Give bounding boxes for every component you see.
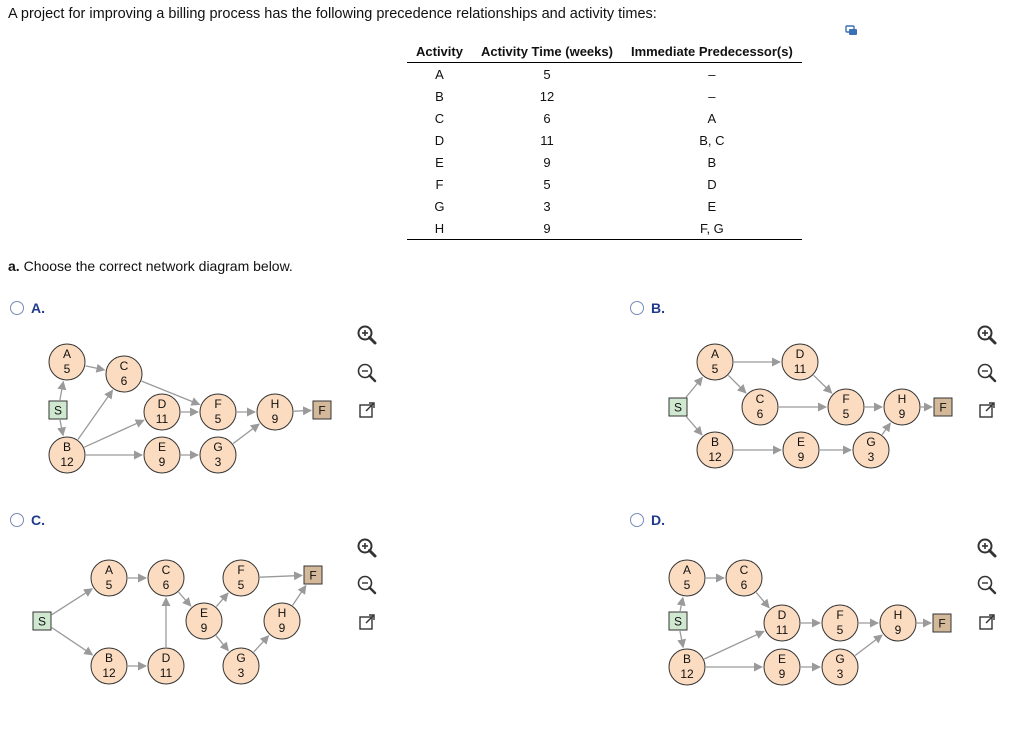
cell-time: 5 [543,176,551,192]
network-diagram-c [0,545,340,695]
edge-A-C [86,366,105,370]
start-node [49,401,67,419]
node-label: S [37,614,47,629]
header-activity: Activity [407,42,472,63]
option-a[interactable] [10,300,45,316]
table-row [407,217,802,240]
option-c[interactable] [10,512,45,528]
edge-B-D [704,631,764,659]
activity-node-E [186,603,222,639]
node-time: 5 [214,412,222,426]
node-time: 3 [867,450,875,464]
zoom-out-icon[interactable] [356,574,378,596]
network-diagram-a [0,330,340,480]
node-time: 11 [159,666,173,680]
activity-node-D [764,605,800,641]
node-label: C [755,392,765,406]
node-label: F [939,400,947,415]
node-time: 5 [711,362,719,376]
radio-button[interactable] [10,513,24,527]
finish-node [934,398,952,416]
cell-predecessors: – [708,88,716,104]
table-row [407,107,802,129]
edge-S-B [686,417,702,435]
cell-time: 3 [543,198,551,214]
option-label: B. [651,300,665,316]
cell-activity: H [407,217,472,240]
edge-H-Fin [293,586,306,606]
node-time: 6 [120,374,128,388]
network-diagram-d [620,545,960,695]
activity-node-H [257,394,293,430]
node-label: A [62,347,72,361]
node-label: E [777,652,787,666]
node-label: G [213,440,223,454]
node-label: D [161,651,171,665]
node-time: 9 [200,621,208,635]
activity-node-A [49,344,85,380]
node-label: C [739,563,749,577]
activity-node-F [822,605,858,641]
option-label: C. [31,512,45,528]
node-label: E [796,435,806,449]
cell-activity: B [435,88,444,104]
cell-time: 6 [543,110,551,126]
edge-D-F [814,375,832,393]
activity-node-F [223,560,259,596]
table-row [407,173,802,195]
edge-A-C [728,375,745,392]
node-label: B [710,435,720,449]
question-prompt [8,258,293,274]
question-text: Choose the correct network diagram below. [19,258,293,274]
cell-time: 12 [539,88,555,104]
node-time: 5 [683,578,691,592]
cell-time: 9 [543,154,551,170]
activity-node-H [264,603,300,639]
node-label: F [214,397,222,411]
edge-S-B [680,631,683,647]
edge-S-A [60,382,63,400]
node-label: S [673,400,683,415]
activity-node-A [669,560,705,596]
activity-node-C [148,560,184,596]
node-label: C [119,359,129,373]
node-time: 5 [836,623,844,637]
zoom-in-icon[interactable] [976,324,998,346]
cell-predecessors: – [708,66,716,82]
activity-node-E [764,649,800,685]
edge-C-E [179,592,191,606]
node-time: 9 [797,450,805,464]
node-time: 5 [105,578,113,592]
header-activity-time: Activity Time (weeks) [472,42,622,63]
node-time: 11 [155,412,169,426]
edge-S-B [52,628,93,655]
node-time: 12 [708,450,722,464]
node-label: F [938,616,946,631]
node-label: D [777,608,787,622]
node-label: F [318,403,326,418]
node-label: F [237,563,245,577]
node-label: E [199,606,209,620]
activity-table [407,42,802,240]
zoom-out-icon[interactable] [976,362,998,384]
node-time: 9 [898,407,906,421]
node-time: 5 [63,362,71,376]
edge-H-Fin [294,410,311,411]
cell-predecessors: B, C [699,132,725,148]
cell-predecessors: D [707,176,717,192]
node-label: C [161,563,171,577]
node-label: A [104,563,114,577]
finish-node [933,614,951,632]
node-time: 5 [237,578,245,592]
option-b[interactable] [630,300,665,316]
node-label: H [270,397,280,411]
activity-node-G [223,648,259,684]
open-in-new-window-icon[interactable] [356,399,378,421]
cell-time: 9 [472,217,622,240]
activity-node-D [148,648,184,684]
node-time: 9 [778,667,786,681]
start-node [669,398,687,416]
activity-node-A [91,560,127,596]
node-time: 11 [793,362,807,376]
node-label: H [277,606,287,620]
node-time: 5 [842,407,850,421]
node-label: S [53,403,63,418]
node-time: 12 [680,667,694,681]
activity-node-D [782,344,818,380]
node-label: A [710,347,720,361]
node-time: 9 [894,623,902,637]
node-label: F [836,608,844,622]
node-label: B [104,651,114,665]
table-row [407,151,802,173]
radio-button[interactable] [630,513,644,527]
edge-B-D [84,420,143,447]
edge-F-Fin [260,575,302,577]
activity-node-B [49,437,85,473]
node-time: 9 [158,455,166,469]
node-time: 12 [60,455,74,469]
node-label: G [236,651,246,665]
cell-activity: C [434,110,445,126]
problem-statement: A project for improving a billing process has the following precedence relationships and activity times: [8,6,657,22]
node-label: D [157,397,167,411]
option-d[interactable] [630,512,665,528]
edge-S-A [680,598,683,611]
node-time: 3 [237,666,245,680]
node-label: G [835,652,845,666]
table-row [407,195,802,217]
edge-E-G [216,636,228,651]
activity-node-C [726,560,762,596]
open-in-new-window-icon[interactable] [356,611,378,633]
table-row [407,85,802,107]
cell-predecessors: A [707,110,717,126]
open-in-new-window-icon[interactable] [976,611,998,633]
start-node [669,612,687,630]
node-time: 9 [278,621,286,635]
node-label: B [682,652,692,666]
edge-S-A [52,589,92,615]
cell-activity: A [435,66,444,82]
node-label: F [842,392,850,406]
header-predecessors: Immediate Predecessor(s) [622,42,802,63]
zoom-in-icon[interactable] [356,537,378,559]
finish-node [304,566,322,584]
zoom-out-icon[interactable] [356,362,378,384]
cell-activity: F [435,176,444,192]
edge-S-B [60,420,63,435]
cell-time: 5 [543,66,551,82]
node-label: A [682,563,692,577]
option-label: D. [651,512,665,528]
activity-node-D [144,394,180,430]
node-label: G [866,435,876,449]
activity-node-C [742,389,778,425]
finish-node [313,401,331,419]
cell-predecessors: B [707,154,717,170]
activity-node-H [884,389,920,425]
activity-node-B [91,648,127,684]
cell-activity: D [434,132,445,148]
cell-predecessors: E [707,198,717,214]
zoom-in-icon[interactable] [976,537,998,559]
activity-node-E [783,432,819,468]
copy-icon[interactable] [845,25,859,37]
activity-node-A [697,344,733,380]
radio-button[interactable] [10,301,24,315]
open-in-new-window-icon[interactable] [976,399,998,421]
edge-S-A [686,377,702,397]
node-time: 3 [214,455,222,469]
edge-G-H [233,424,259,444]
node-time: 3 [836,667,844,681]
option-label: A. [31,300,45,316]
node-time: 9 [271,412,279,426]
edge-E-F [216,593,228,606]
node-time: 6 [162,578,170,592]
cell-activity: E [435,154,444,170]
edge-G-H [855,635,882,655]
edge-G-H [254,636,269,652]
node-label: S [673,614,683,629]
activity-node-G [822,649,858,685]
start-node [33,612,51,630]
node-time: 6 [740,578,748,592]
activity-node-B [669,649,705,685]
node-label: E [157,440,167,454]
activity-node-F [200,394,236,430]
cell-time: 11 [540,132,554,148]
cell-activity: G [434,198,445,214]
node-label: H [897,392,907,406]
table-row [407,63,802,86]
node-label: H [893,608,903,622]
activity-node-H [880,605,916,641]
activity-node-G [853,432,889,468]
edge-G-H [882,423,890,434]
activity-node-B [697,432,733,468]
node-label: D [795,347,805,361]
node-label: B [62,440,72,454]
radio-button[interactable] [630,301,644,315]
cell-predecessors: F, G [622,217,802,240]
node-label: F [309,568,317,583]
node-time: 11 [775,623,789,637]
network-diagram-b [620,330,960,480]
node-time: 6 [756,407,764,421]
activity-node-E [144,437,180,473]
node-time: 12 [102,666,116,680]
zoom-in-icon[interactable] [356,324,378,346]
activity-node-G [200,437,236,473]
zoom-out-icon[interactable] [976,574,998,596]
edge-B-C [78,390,113,439]
activity-node-F [828,389,864,425]
table-row [407,129,802,151]
question-part: a. [8,258,20,274]
activity-node-C [106,356,142,392]
edge-C-D [756,593,769,608]
